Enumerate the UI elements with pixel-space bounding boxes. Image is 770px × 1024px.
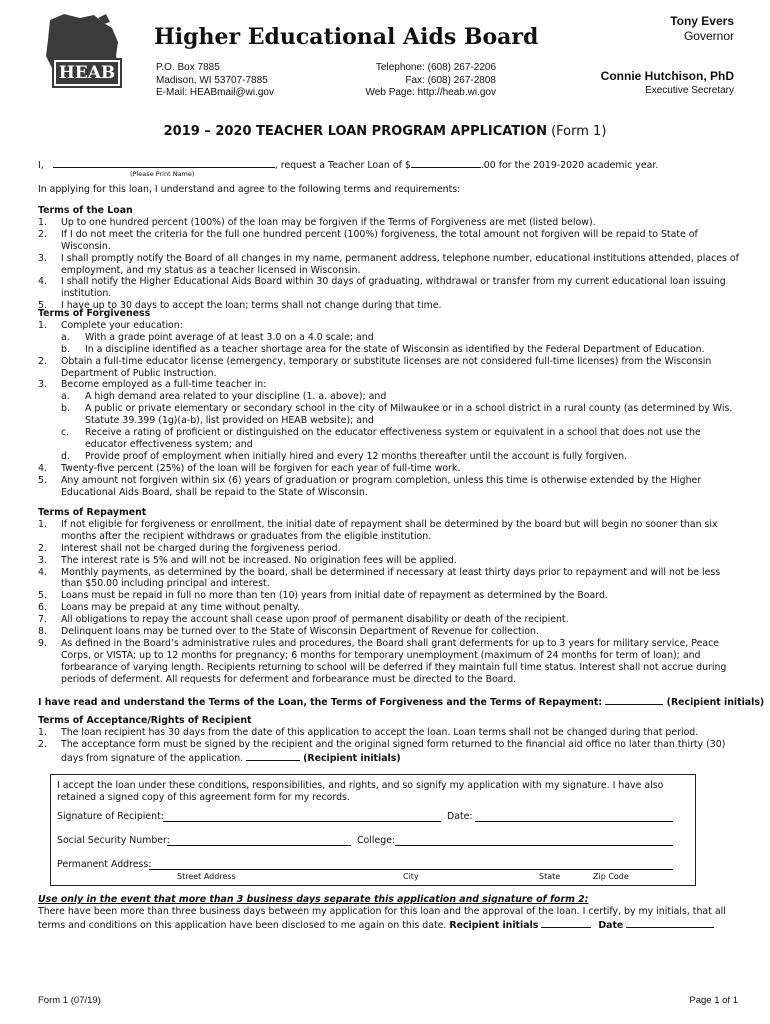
item-number: 1. [38, 216, 47, 228]
city-caption: City [403, 872, 419, 881]
item-text: The interest rate is 5% and will not be increased. No origination fees will be applied. [61, 554, 457, 566]
sub-item [61, 427, 740, 451]
item-text: Any amount not forgiven within six (6) years of graduation or program completion, unless this time is otherwise extended by the Higher Educational Aids Board, shall be repaid to the State of Wisconsin. [61, 474, 702, 498]
college-field[interactable] [395, 845, 673, 846]
page-number: Page 1 of 1 [689, 995, 738, 1006]
heab-address [156, 62, 274, 100]
terms-of-forgiveness-title: Terms of Forgiveness [38, 308, 151, 319]
item-number: 1. [38, 726, 47, 738]
address-line1: P.O. Box 7885 [156, 62, 220, 73]
list-item [38, 229, 740, 253]
intro-amount-suffix: .00 for the 2019-2020 academic year. [480, 160, 659, 171]
item-number: 3. [38, 252, 47, 264]
agreement-intro: In applying for this loan, I understand and agree to the following terms and requirements: [38, 184, 461, 195]
item-number: 1. [38, 518, 47, 530]
item-text: Up to one hundred percent (100%) of the loan may be forgiven if the Terms of Forgiveness are met (listed below). [61, 216, 596, 228]
ssn-label: Social Security Number: [57, 835, 170, 846]
acceptance-statement: I accept the loan under these conditions, responsibilities, and rights, and so signify my application with my signature. I have also retained a signed copy of this agreement form for my records. [57, 780, 664, 803]
form2-date-label: Date [598, 919, 624, 931]
secretary-block [560, 69, 734, 97]
list-item [38, 543, 740, 555]
item-number: 2. [38, 542, 47, 554]
item-number: 3. [38, 554, 47, 566]
list-item [38, 356, 740, 380]
item-text: As defined in the Board’s administrative rules and procedures, the Board shall grant deferments for up to 3 years for military service, Peace Corps, or VISTA; up to 12 months for pregnancy; 6 months for temporary unemployment (maximum of 24 months for term of loan); and forbearance of varying length. Recipients returning to school will be deferred if they maintain full time status. Interest shall not accrue during periods of deferment. All requests for deferment and forbearance must be directed to the Board. [61, 637, 727, 685]
sub-text: A high demand area related to your discipline (1. a. above); and [85, 391, 387, 403]
terms-of-repayment-title: Terms of Repayment [38, 507, 147, 518]
read-understand-initials: (Recipient initials) [666, 697, 765, 708]
form2-body [38, 906, 740, 932]
secretary-title: Executive Secretary [645, 85, 734, 96]
governor-name: Tony Evers [670, 14, 734, 28]
permanent-address-field[interactable] [149, 869, 673, 870]
governor-title: Governor [683, 29, 734, 43]
item-text: Become employed as a full-time teacher in: [61, 379, 267, 391]
list-item [38, 253, 740, 277]
item-number: 2. [38, 228, 47, 240]
college-label: College: [357, 835, 396, 846]
ssn-field[interactable] [167, 845, 351, 846]
list-item [38, 739, 740, 765]
item-text: Delinquent loans may be turned over to the State of Wisconsin Department of Revenue for collection. [61, 626, 539, 638]
intro-request: , request a Teacher Loan of $ [274, 160, 411, 171]
form2-note [38, 894, 740, 932]
sub-item [61, 403, 740, 427]
item-text: Interest shall not be charged during the forgiveness period. [61, 542, 341, 554]
item-number: 5. [38, 590, 47, 602]
signature-field[interactable] [163, 821, 441, 822]
date-field[interactable] [475, 821, 673, 822]
loan-amount-field[interactable] [411, 158, 481, 168]
list-item [38, 602, 740, 614]
state-caption: State [539, 872, 561, 881]
sub-item [61, 451, 740, 463]
contact-phone: Telephone: (608) 267-2206 [375, 62, 496, 73]
item-text: I shall promptly notify the Board of all changes in my name, permanent address, telephone number, educational institutions attended, places of employment, and my status as a teacher licensed in Wisconsin. [61, 252, 739, 276]
terms-of-forgiveness [38, 308, 740, 499]
item-text: Loans may be prepaid at any time without penalty. [61, 602, 300, 614]
zip-caption: Zip Code [593, 872, 629, 881]
initials-field-acceptance[interactable] [246, 751, 300, 761]
list-item [38, 727, 740, 739]
governor-block [600, 14, 734, 44]
terms-of-acceptance [38, 715, 740, 765]
acceptance-initials: (Recipient initials) [303, 752, 401, 764]
read-understand-text: I have read and understand the Terms of the Loan, the Terms of Forgiveness and the Terms of Repayment: [38, 697, 603, 708]
item-text: The loan recipient has 30 days from the date of this application to accept the loan. Loan terms shall not be changed during that period. [61, 726, 699, 738]
sub-text: A public or private elementary or secondary school in the city of Milwaukee or in a school district in a rural county (as determined by Wis. Statute 39.399 (1g)(a-b), list provided on HEAB website); and [85, 403, 733, 427]
list-item [38, 475, 740, 499]
sub-letter: a. [61, 391, 70, 403]
secretary-name: Connie Hutchison, PhD [600, 69, 734, 83]
list-item [38, 379, 740, 391]
item-number: 2. [38, 355, 47, 367]
form-title: 2019 – 2020 TEACHER LOAN PROGRAM APPLICATION [163, 124, 547, 139]
list-item [38, 555, 740, 567]
item-number: 1. [38, 319, 47, 331]
form2-text: There have been more than three business days between my application for this loan and the approval of the loan. I certify, by my initials, that all terms and conditions on this application have been disclosed to me again on this date. [38, 905, 726, 931]
item-text [61, 739, 740, 765]
item-number: 4. [38, 462, 47, 474]
list-item [38, 567, 740, 591]
item-text: Obtain a full-time educator license (emergency, temporary or substitute licenses are not considered full-time licenses) from the Wisconsin Department of Public Instruction. [61, 355, 712, 379]
terms-of-loan-title: Terms of the Loan [38, 205, 133, 216]
item-number: 7. [38, 614, 47, 626]
item-text: If not eligible for forgiveness or enrollment, the initial date of repayment shall be determined by the board but will begin no sooner than six months after the recipient withdraws or graduates from the eligible institution. [61, 518, 718, 542]
form2-date-field[interactable] [626, 918, 714, 928]
address-email: E-Mail: HEABmail@wi.gov [156, 87, 274, 98]
list-item [38, 626, 740, 638]
item-text: All obligations to repay the account shall cease upon proof of permanent disability or death of the recipient. [61, 614, 569, 626]
list-item [38, 638, 740, 686]
terms-of-loan [38, 205, 740, 312]
form2-initials-field[interactable] [541, 918, 591, 928]
terms-of-repayment [38, 507, 740, 686]
form-label: (Form 1) [551, 124, 607, 139]
terms-of-acceptance-title: Terms of Acceptance/Rights of Recipient [38, 715, 252, 726]
list-item [38, 276, 740, 300]
list-item [38, 320, 740, 332]
acceptance-box [50, 774, 696, 886]
print-name-caption: (Please Print Name) [130, 170, 195, 178]
signature-label: Signature of Recipient: [57, 811, 164, 822]
sub-text: Provide proof of employment when initially hired and every 12 months thereafter until the account is fully forgiven. [85, 450, 628, 462]
sub-letter: d. [61, 450, 70, 462]
item-number: 2. [38, 738, 47, 750]
list-item [38, 614, 740, 626]
item-text: Monthly payments, as determined by the board, shall be determined if necessary at least thirty days prior to repayment and will not be less than $50.00 including principal and interest. [61, 566, 721, 590]
address-line2: Madison, WI 53707-7885 [156, 74, 268, 86]
item-number: 6. [38, 602, 47, 614]
sub-item [61, 344, 740, 356]
heab-logo [40, 12, 130, 94]
board-name: Higher Educational Aids Board [154, 24, 539, 50]
item-text-content: The acceptance form must be signed by the recipient and the original signed form returned to the financial aid office no later than thirty (30) days from signature of the application. [61, 738, 726, 764]
list-item [38, 519, 740, 543]
form-title-row [0, 124, 770, 139]
address-label: Permanent Address: [57, 859, 152, 870]
item-number: 8. [38, 626, 47, 638]
logo-text: HEAB [54, 60, 120, 86]
sub-text: Receive a rating of proficient or distinguished on the educator effectiveness system or equivalent in a school that does not use the educator effectiveness system; and [85, 427, 701, 450]
form2-heading: Use only in the event that more than 3 business days separate this application and signature of form 2: [38, 894, 589, 905]
item-number: 3. [38, 379, 47, 391]
item-number: 5. [38, 474, 47, 486]
contact-web[interactable]: Web Page: http://heab.wi.gov [365, 87, 496, 98]
initials-field-terms[interactable] [605, 695, 663, 705]
item-text: Complete your education: [61, 319, 183, 331]
item-text: Twenty-five percent (25%) of the loan will be forgiven for each year of full-time work. [61, 462, 461, 474]
item-number: 5. [38, 300, 47, 312]
street-caption: Street Address [177, 872, 236, 881]
name-field[interactable] [53, 158, 275, 168]
list-item [38, 463, 740, 475]
form-version: Form 1 (07/19) [38, 995, 101, 1006]
item-number: 9. [38, 637, 47, 649]
form2-initials-label: Recipient initials [449, 919, 539, 931]
sub-text: With a grade point average of at least 3.0 on a 4.0 scale; and [85, 331, 374, 343]
heab-contact [330, 62, 496, 100]
sub-letter: b. [61, 403, 70, 415]
list-item [38, 590, 740, 602]
list-item [38, 217, 740, 229]
date-label: Date: [447, 811, 473, 822]
sub-text: In a discipline identified as a teacher shortage area for the state of Wisconsin as identified by the Federal Department of Education. [85, 343, 705, 355]
sub-letter: a. [61, 331, 70, 343]
sub-item [61, 332, 740, 344]
item-text: I have up to 30 days to accept the loan; terms shall not change during that time. [61, 300, 442, 312]
contact-fax: Fax: (608) 267-2808 [405, 74, 496, 86]
item-text: If I do not meet the criteria for the full one hundred percent (100%) forgiveness, the total amount not forgiven will be repaid to State of Wisconsin. [61, 228, 698, 252]
item-text: Loans must be repaid in full no more than ten (10) years from initial date of repayment as determined by the Board. [61, 590, 608, 602]
read-understand-line [38, 695, 764, 709]
sub-item [61, 391, 740, 403]
sub-letter: c. [61, 427, 70, 439]
item-text: I shall notify the Higher Educational Aids Board within 30 days of graduating, withdrawal or transfer from my current educational loan issuing institution. [61, 276, 726, 300]
item-number: 4. [38, 566, 47, 578]
sub-letter: b. [61, 343, 70, 355]
item-number: 4. [38, 276, 47, 288]
intro-i: I, [38, 160, 44, 171]
